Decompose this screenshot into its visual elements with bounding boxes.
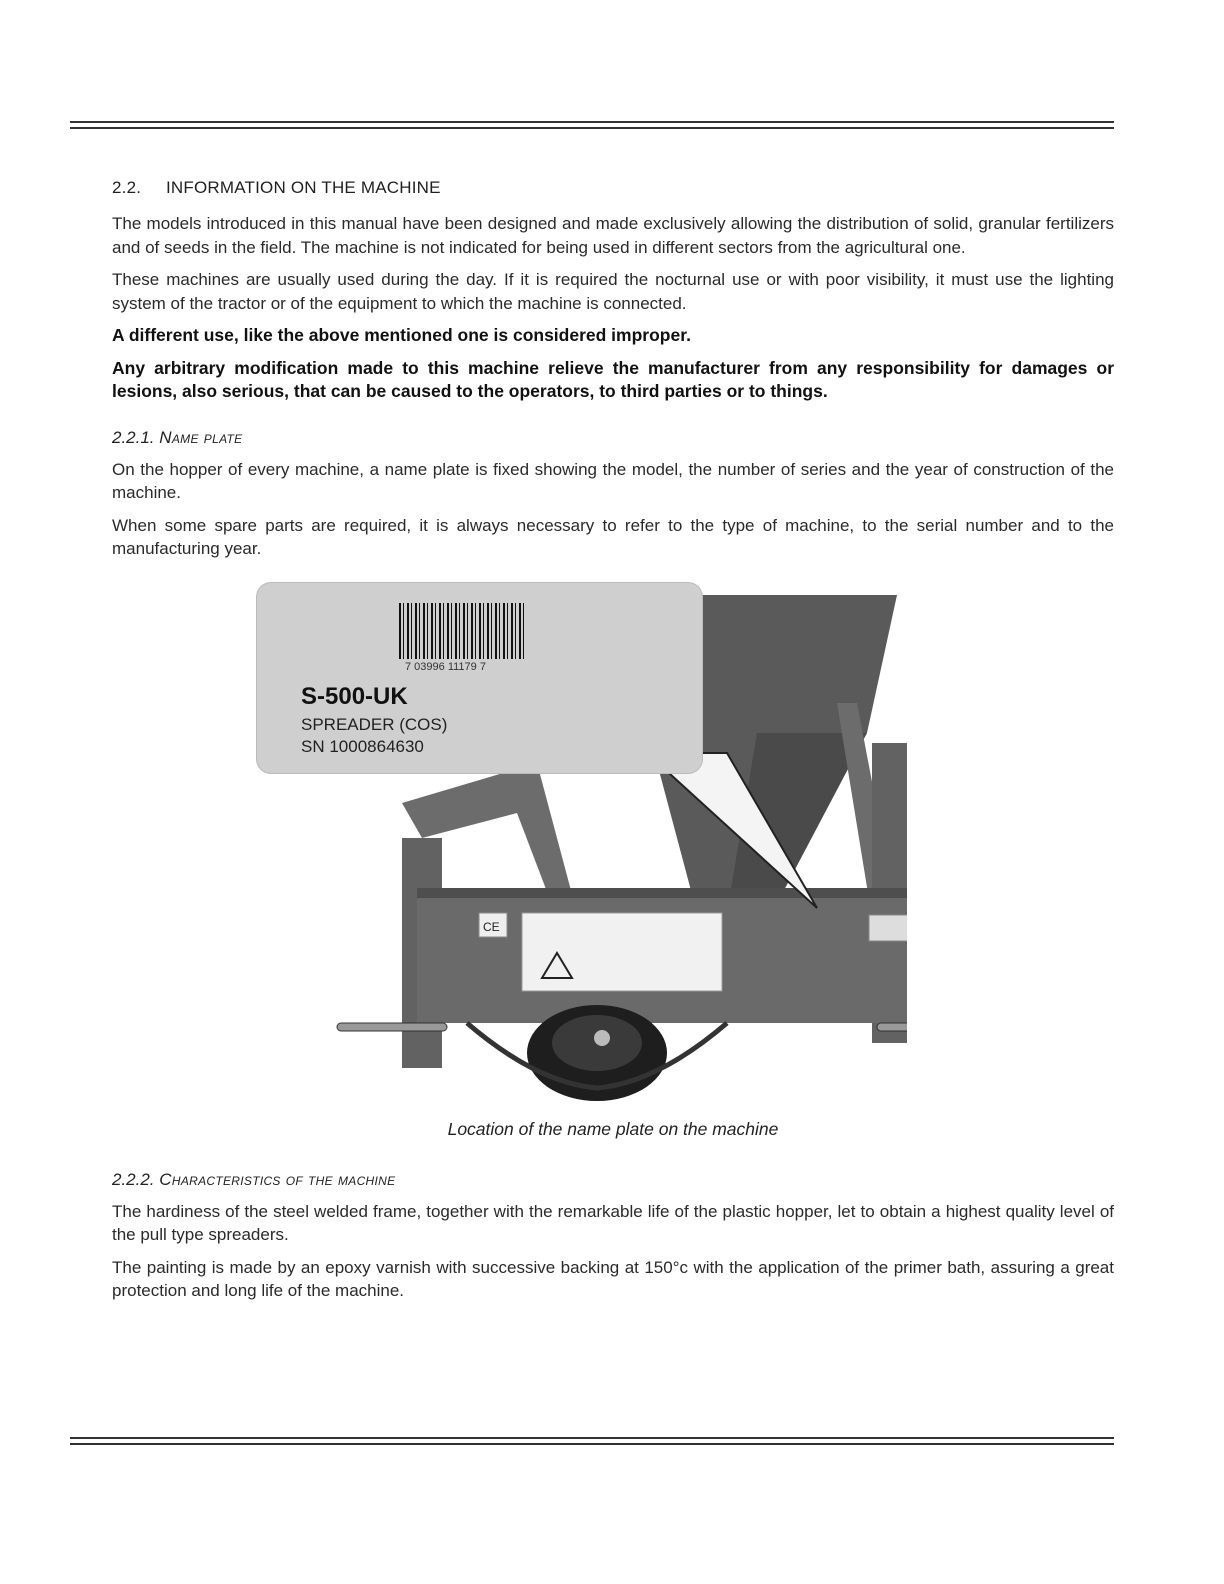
ce-mark: CE xyxy=(483,919,500,934)
section-heading xyxy=(112,178,1114,198)
warning-decal xyxy=(522,913,722,991)
intro-paragraph-2: These machines are usually used during the day. If it is required the nocturnal use or with poor visibility, it must use the lighting system of the tractor or of the equipment to which the machine is connected. xyxy=(112,270,1114,313)
name-plate xyxy=(257,583,702,773)
characteristics-number: 2.2.2. xyxy=(112,1169,155,1189)
name-plate-heading xyxy=(112,428,1114,448)
intro-paragraph-1: The models introduced in this manual have been designed and made exclusively allowing the distribution of solid, granular fertilizers and of seeds in the field. The machine is not indicated for being used in different sectors from the agricultural one. xyxy=(112,214,1114,257)
name-plate-paragraph-1: On the hopper of every machine, a name plate is fixed showing the model, the number of series and the year of construction of the machine. xyxy=(112,459,1114,502)
name-plate-title: Name plate xyxy=(159,427,243,447)
plate-model: S-500-UK xyxy=(301,682,408,710)
barcode-number: 7 03996 11179 7 xyxy=(405,660,486,673)
right-pin xyxy=(877,1023,907,1031)
figure-caption: Location of the name plate on the machine xyxy=(447,1118,779,1139)
characteristics-title: Characteristics of the machine xyxy=(159,1169,396,1189)
machine-photo xyxy=(257,583,907,1113)
characteristics-heading xyxy=(112,1170,1114,1190)
characteristics-paragraph-2: The painting is made by an epoxy varnish with successive backing at 150°c with the application of the primer bath, assuring a great protection and long life of the machine. xyxy=(112,1257,1114,1300)
name-plate-paragraph-2: When some spare parts are required, it is always necessary to refer to the type of machine, to the serial number and to the manufacturing year. xyxy=(112,515,1114,558)
plate-type: SPREADER (COS) xyxy=(301,714,448,734)
characteristics-paragraph-1: The hardiness of the steel welded frame, together with the remarkable life of the plastic hopper, let to obtain a highest quality level of the pull type spreaders. xyxy=(112,1201,1114,1244)
name-plate-number: 2.2.1. xyxy=(112,427,155,447)
section-number: 2.2. xyxy=(112,178,142,197)
improper-use-note: A different use, like the above mentioned one is considered improper. xyxy=(112,325,691,345)
bottom-rule xyxy=(70,1437,1114,1445)
page-content xyxy=(112,178,1114,1312)
barcode-icon xyxy=(399,603,524,659)
modification-warning: Any arbitrary modification made to this machine relieve the manufacturer from any responsibility for damages or lesions, also serious, that can be caused to the operators, to third parties or to things. xyxy=(112,357,1114,401)
left-pin xyxy=(337,1023,447,1031)
plate-serial: SN 1000864630 xyxy=(301,736,424,756)
top-rule xyxy=(70,121,1114,129)
section-title: INFORMATION ON THE MACHINE xyxy=(166,178,441,197)
